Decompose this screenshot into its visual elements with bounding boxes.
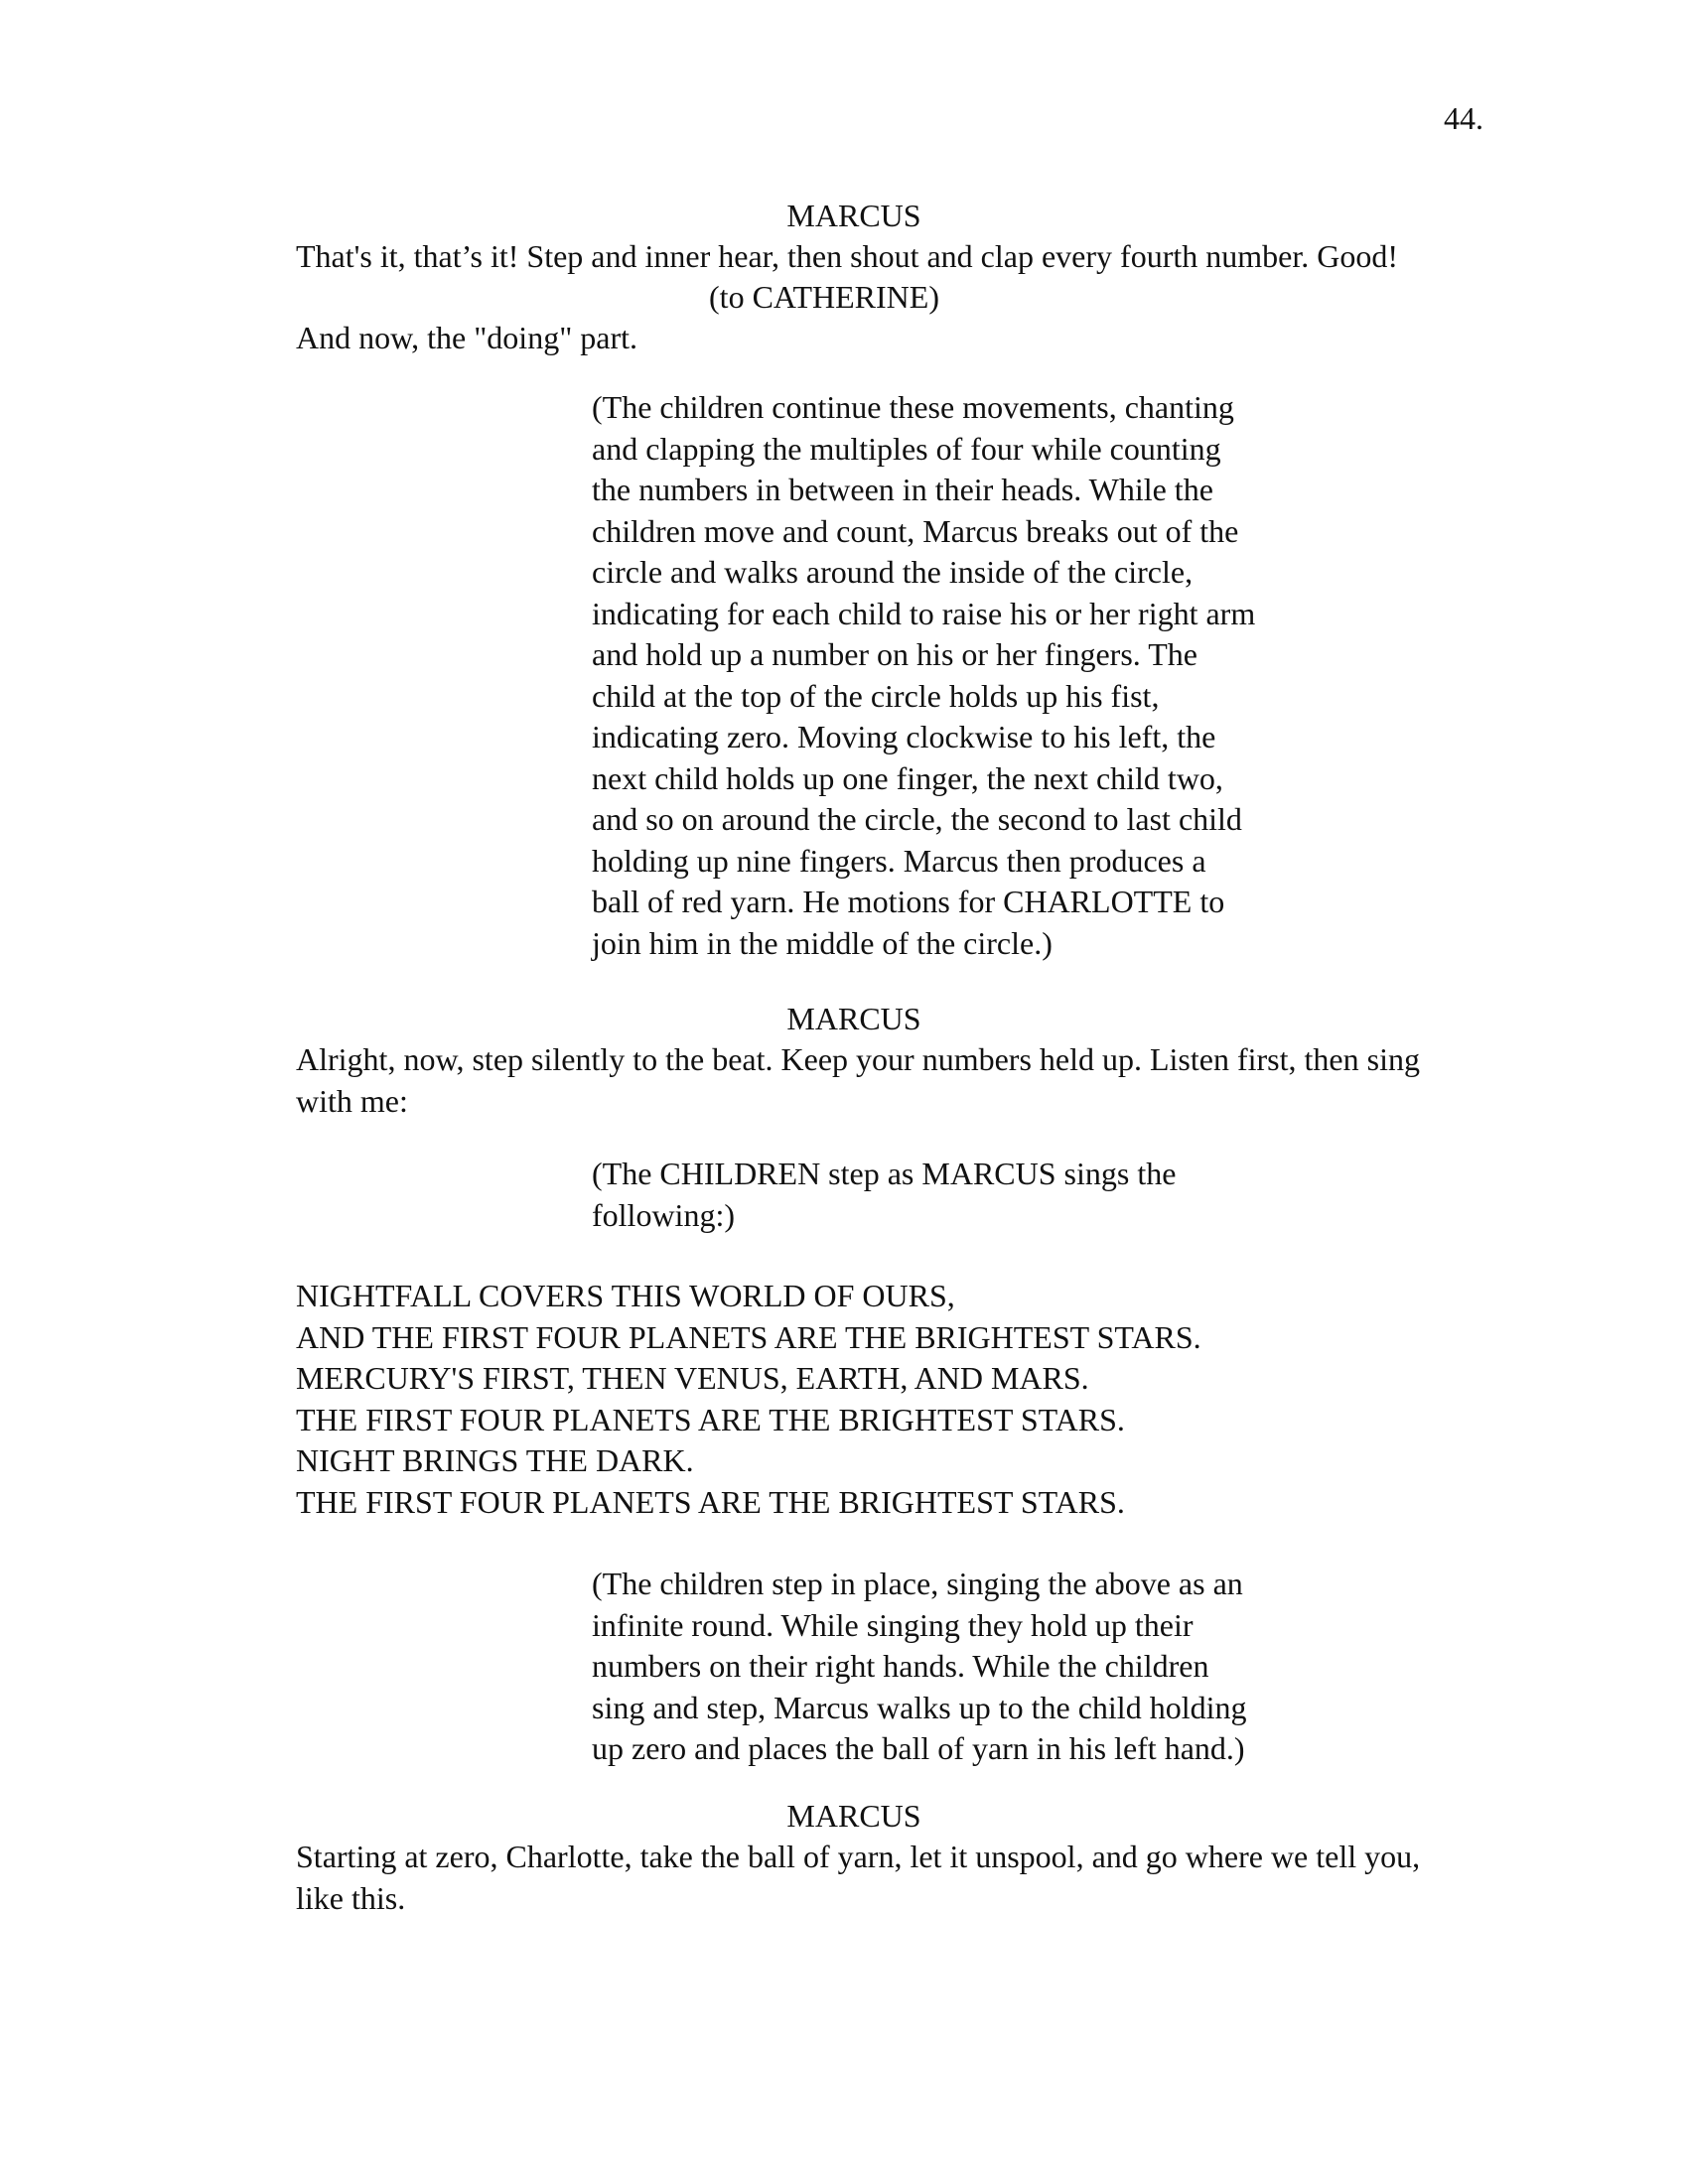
- lyric-line: NIGHTFALL COVERS THIS WORLD OF OURS,: [296, 1278, 955, 1313]
- lyric-line: THE FIRST FOUR PLANETS ARE THE BRIGHTEST STARS.: [296, 1401, 1125, 1437]
- dialogue-line: [296, 318, 1468, 359]
- song-lyrics: [296, 1276, 1468, 1523]
- page-number: 44.: [1444, 100, 1483, 136]
- stage-direction-line: (The children step in place, singing the above as an: [592, 1566, 1243, 1601]
- stage-direction-line: following:): [592, 1196, 735, 1233]
- stage-direction-line: sing and step, Marcus walks up to the child holding: [592, 1689, 1247, 1725]
- lyric-line: THE FIRST FOUR PLANETS ARE THE BRIGHTEST STARS.: [296, 1483, 1125, 1520]
- stage-direction-line: holding up nine fingers. Marcus then produces a: [592, 842, 1206, 879]
- stage-direction-line: next child holds up one finger, the next child two,: [592, 759, 1223, 796]
- stage-direction-line: and clapping the multiples of four while counting: [592, 430, 1221, 467]
- stage-direction: [592, 387, 1307, 964]
- stage-direction-line: and hold up a number on his or her fingers. The: [592, 636, 1197, 672]
- stage-direction-line: child at the top of the circle holds up his fist,: [592, 677, 1160, 714]
- dialogue-block: [296, 1837, 1468, 1919]
- stage-direction-line: ball of red yarn. He motions for CHARLOTTE to: [592, 884, 1225, 919]
- character-name: MARCUS: [786, 1798, 921, 1834]
- dialogue-text: like this.: [296, 1879, 406, 1916]
- dialogue-text: That's it, that’s it! Step and inner hear, then shout and clap every fourth number. Good!: [296, 238, 1398, 274]
- dialogue-text: with me:: [296, 1082, 408, 1119]
- stage-direction-line: join him in the middle of the circle.): [592, 924, 1053, 961]
- stage-direction-line: numbers on their right hands. While the children: [592, 1648, 1209, 1684]
- stage-direction: [592, 1564, 1307, 1770]
- stage-direction-line: indicating zero. Moving clockwise to his left, the: [592, 719, 1216, 754]
- stage-direction-line: infinite round. While singing they hold up their: [592, 1606, 1194, 1643]
- character-name: MARCUS: [786, 1001, 921, 1036]
- stage-direction-line: circle and walks around the inside of the circle,: [592, 554, 1194, 590]
- dialogue-text: Starting at zero, Charlotte, take the ball of yarn, let it unspool, and go where we tell you,: [296, 1839, 1421, 1874]
- dialogue-block: [296, 1039, 1468, 1122]
- dialogue-text: Alright, now, step silently to the beat. Keep your numbers held up. Listen first, then sing: [296, 1041, 1420, 1077]
- parenthetical: (to CATHERINE): [709, 279, 939, 315]
- stage-direction-line: the numbers in between in their heads. While the: [592, 472, 1213, 507]
- stage-direction-line: (The children continue these movements, chanting: [592, 389, 1234, 425]
- stage-direction-line: children move and count, Marcus breaks out of the: [592, 512, 1239, 549]
- stage-direction-line: up zero and places the ball of yarn in his left hand.): [592, 1730, 1245, 1766]
- lyric-line: MERCURY'S FIRST, THEN VENUS, EARTH, AND MARS.: [296, 1360, 1089, 1396]
- lyric-line: AND THE FIRST FOUR PLANETS ARE THE BRIGHTEST STARS.: [296, 1318, 1201, 1355]
- stage-direction: [592, 1154, 1307, 1236]
- stage-direction-line: indicating for each child to raise his or her right arm: [592, 595, 1256, 631]
- lyric-line: NIGHT BRINGS THE DARK.: [296, 1442, 694, 1478]
- dialogue-text: And now, the "doing" part.: [296, 320, 637, 355]
- stage-direction-line: and so on around the circle, the second to last child: [592, 801, 1242, 837]
- character-name: MARCUS: [786, 198, 921, 233]
- dialogue-line: [296, 236, 1468, 278]
- stage-direction-line: (The CHILDREN step as MARCUS sings the: [592, 1156, 1177, 1191]
